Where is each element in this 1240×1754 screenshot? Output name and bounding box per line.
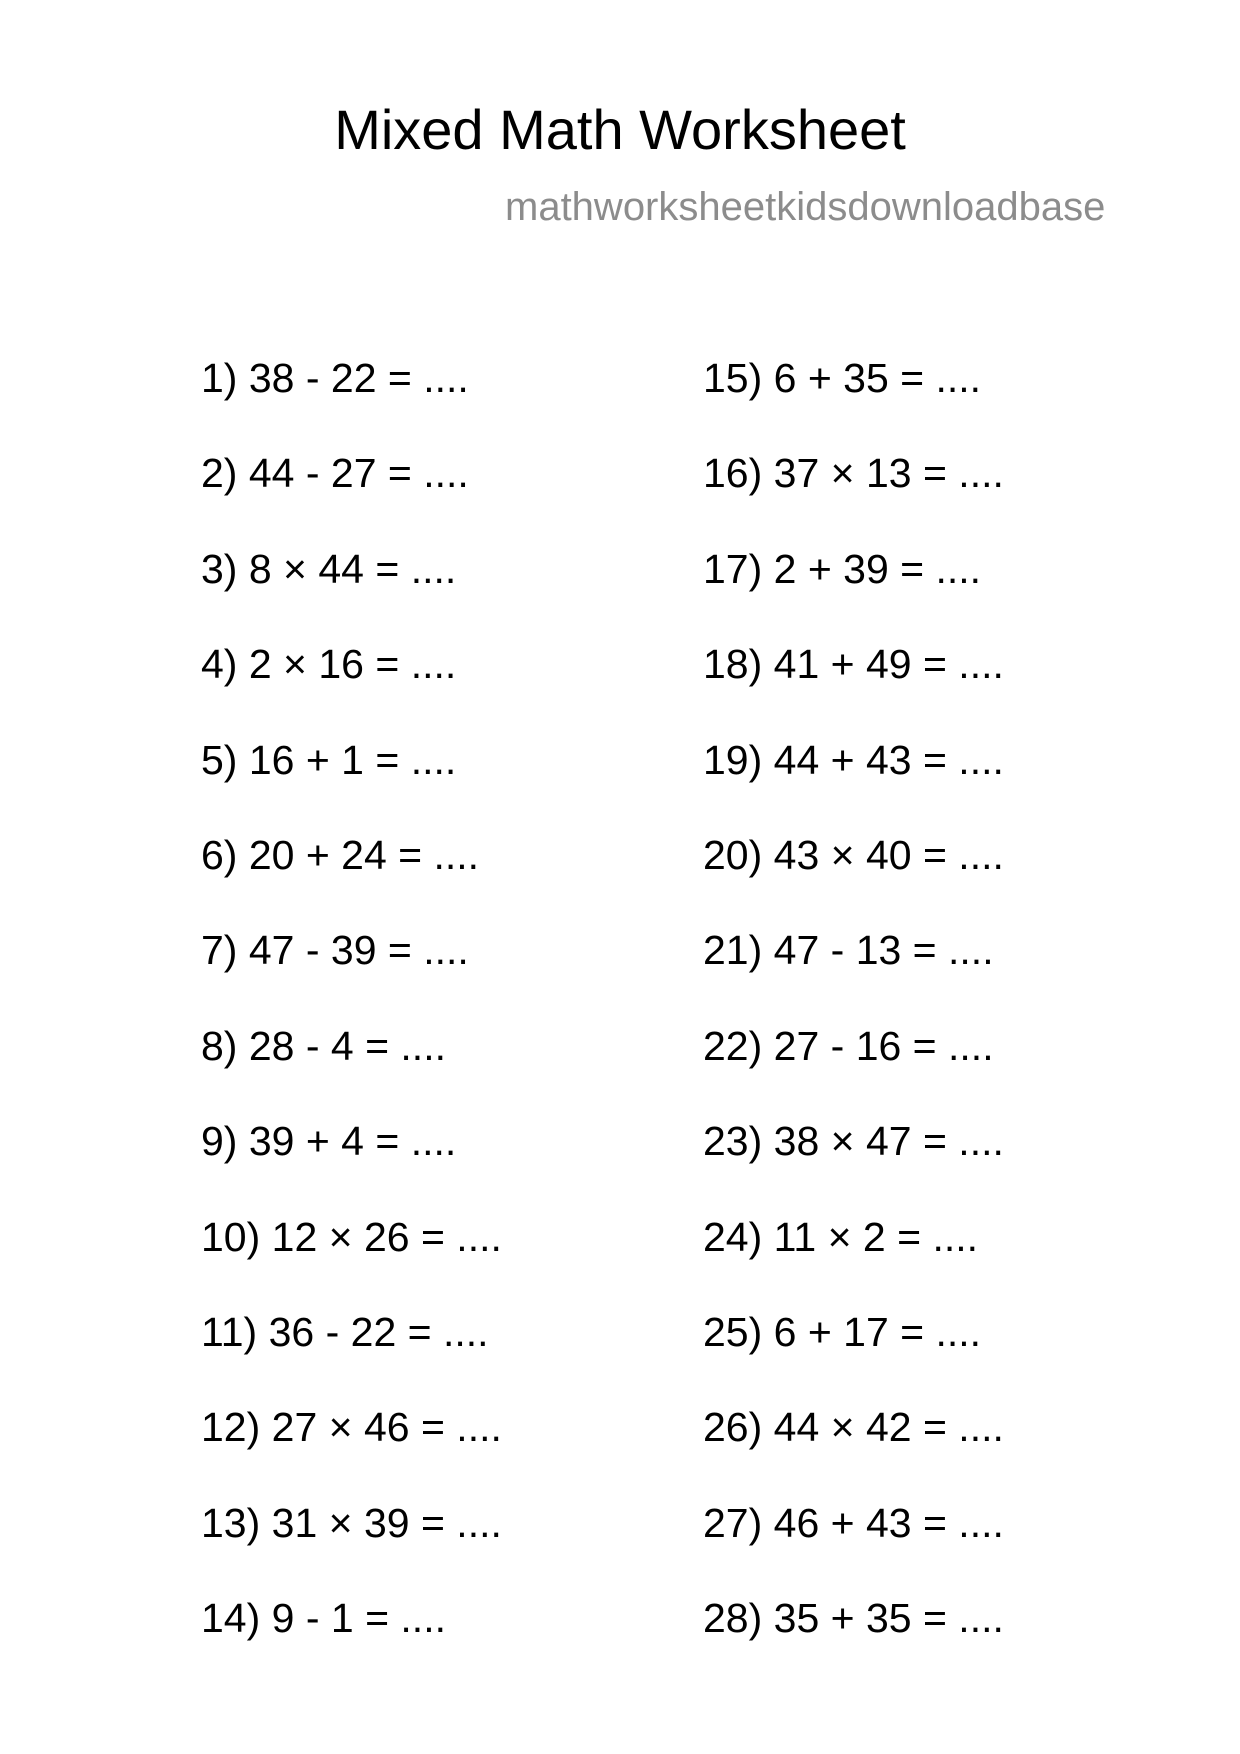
watermark-text: mathworksheetkidsdownloadbase (505, 185, 1106, 229)
problem-item: 15) 6 + 35 = .... (703, 355, 982, 401)
problem-item: 25) 6 + 17 = .... (703, 1308, 982, 1355)
problem-item: 12) 27 × 46 = .... (201, 1404, 502, 1451)
problem-item: 3) 8 × 44 = .... (201, 545, 457, 592)
problem-grid (0, 354, 1240, 1654)
problem-item: 2) 44 - 27 = .... (201, 450, 469, 497)
problem-item: 14) 9 - 1 = .... (201, 1595, 446, 1642)
problem-item: 8) 28 - 4 = .... (201, 1022, 446, 1069)
problem-item: 10) 12 × 26 = .... (201, 1213, 502, 1260)
problem-item: 16) 37 × 13 = .... (703, 450, 1004, 497)
problem-item: 22) 27 - 16 = .... (703, 1022, 994, 1069)
problem-column-right (703, 354, 1004, 1689)
problem-item: 26) 44 × 42 = .... (703, 1404, 1004, 1451)
problem-item: 13) 31 × 39 = .... (201, 1499, 502, 1546)
problem-item: 27) 46 + 43 = .... (703, 1499, 1004, 1546)
problem-column-left (201, 354, 502, 1689)
problem-item: 1) 38 - 22 = .... (201, 355, 469, 401)
problem-item: 19) 44 + 43 = .... (703, 736, 1004, 783)
problem-item: 28) 35 + 35 = .... (703, 1595, 1004, 1642)
problem-item: 24) 11 × 2 = .... (703, 1213, 979, 1260)
problem-item: 21) 47 - 13 = .... (703, 927, 994, 974)
problem-item: 7) 47 - 39 = .... (201, 927, 469, 974)
problem-item: 6) 20 + 24 = .... (201, 831, 480, 878)
problem-item: 5) 16 + 1 = .... (201, 736, 457, 783)
problem-item: 4) 2 × 16 = .... (201, 641, 457, 688)
problem-item: 23) 38 × 47 = .... (703, 1118, 1004, 1165)
problem-item: 11) 36 - 22 = .... (201, 1308, 489, 1355)
problem-item: 17) 2 + 39 = .... (703, 545, 982, 592)
problem-item: 18) 41 + 49 = .... (703, 641, 1004, 688)
problem-item: 9) 39 + 4 = .... (201, 1118, 457, 1165)
problem-item: 20) 43 × 40 = .... (703, 831, 1004, 878)
worksheet-title: Mixed Math Worksheet (334, 98, 906, 161)
